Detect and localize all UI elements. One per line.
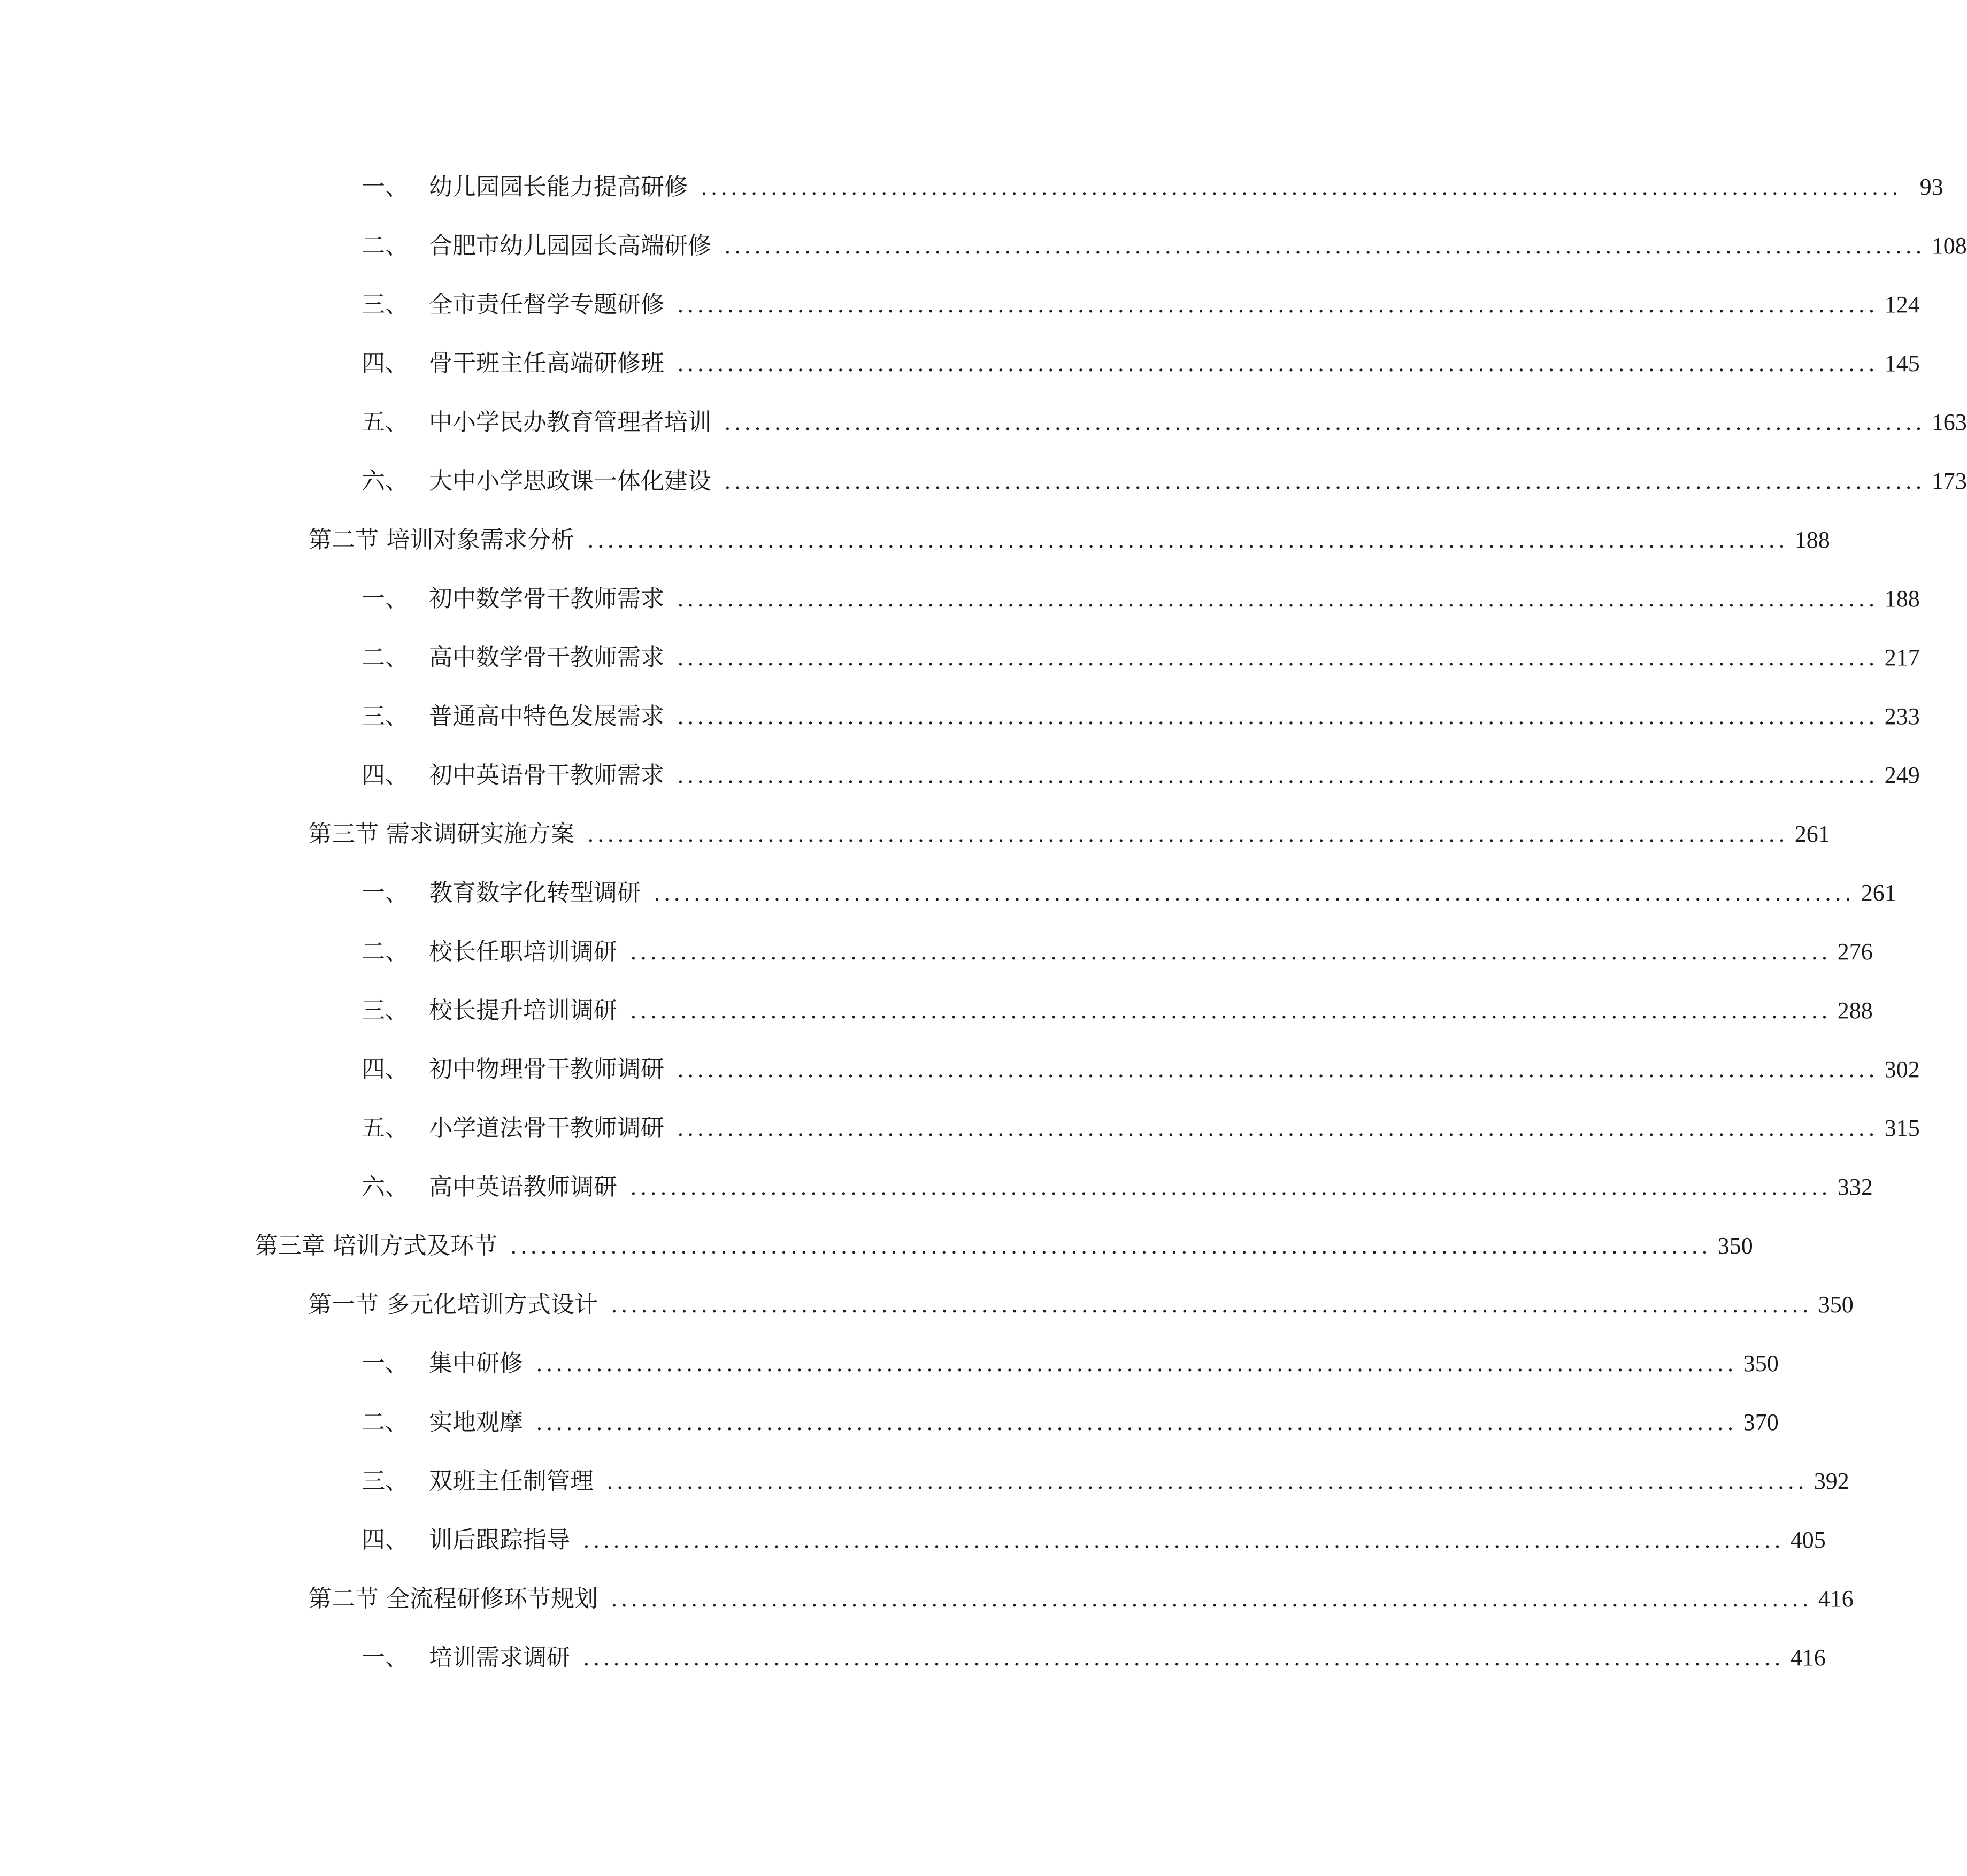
toc-entry-page: 332 <box>1837 1174 1873 1200</box>
dot-leader: ........................................................................................................................ <box>677 352 1878 376</box>
toc-entry-title: 高中数学骨干教师需求 <box>429 644 664 671</box>
toc-entry-number: 五、 <box>362 409 409 436</box>
toc-entry-title: 小学道法骨干教师调研 <box>429 1114 664 1142</box>
toc-entry[interactable] <box>362 166 1943 209</box>
toc-entry-title: 全市责任督学专题研修 <box>429 291 664 318</box>
dot-leader: ........................................................................................................................ <box>724 234 1925 259</box>
toc-entry-number: 三、 <box>362 1467 409 1495</box>
dot-leader: ........................................................................................................................ <box>701 175 1902 200</box>
toc-entry[interactable] <box>362 1342 1779 1385</box>
toc-entry[interactable] <box>362 401 1967 444</box>
toc-entry[interactable] <box>362 1166 1873 1209</box>
toc-entry[interactable] <box>362 754 1920 797</box>
toc-entry-title: 第一节 多元化培训方式设计 <box>308 1291 598 1318</box>
dot-leader: ........................................................................................................................ <box>630 999 1831 1024</box>
toc-entry-page: 370 <box>1743 1409 1779 1435</box>
toc-entry-page: 350 <box>1818 1291 1854 1318</box>
toc-entry-page: 261 <box>1861 880 1896 906</box>
toc-entry-number: 一、 <box>362 1350 409 1377</box>
toc-entry[interactable] <box>362 460 1967 503</box>
toc-entry[interactable] <box>362 1636 1826 1679</box>
toc-entry-page: 276 <box>1837 939 1873 965</box>
dot-leader: ........................................................................................................................ <box>677 1058 1878 1082</box>
toc-entry[interactable] <box>362 636 1920 679</box>
toc-entry-number: 六、 <box>362 1173 409 1201</box>
dot-leader: ........................................................................................................................ <box>583 1528 1784 1553</box>
dot-leader: ........................................................................................................................ <box>724 470 1925 494</box>
toc-entry[interactable] <box>362 342 1920 385</box>
toc-entry[interactable] <box>362 283 1920 326</box>
toc-entry-number: 四、 <box>362 1056 409 1083</box>
toc-entry-number: 三、 <box>362 703 409 730</box>
toc-entry-page: 217 <box>1884 644 1920 671</box>
toc-entry-page: 350 <box>1717 1233 1753 1259</box>
dot-leader: ........................................................................................................................ <box>677 587 1878 612</box>
dot-leader: ........................................................................................................................ <box>611 1587 1812 1612</box>
toc-entry-number: 二、 <box>362 938 409 965</box>
toc-section-entry[interactable] <box>308 1578 1854 1620</box>
toc-entry[interactable] <box>362 578 1920 620</box>
dot-leader: ........................................................................................................................ <box>587 528 1788 553</box>
toc-entry-title: 校长任职培训调研 <box>429 938 617 965</box>
dot-leader: ........................................................................................................................ <box>724 411 1925 435</box>
toc-entry-title: 骨干班主任高端研修班 <box>429 350 664 377</box>
toc-entry-number: 一、 <box>362 879 409 906</box>
toc-entry-page: 93 <box>1919 174 1943 200</box>
toc-entry-page: 405 <box>1790 1527 1826 1553</box>
toc-entry[interactable] <box>362 1107 1920 1150</box>
dot-leader: ........................................................................................................................ <box>611 1293 1812 1318</box>
dot-leader: ........................................................................................................................ <box>510 1234 1711 1259</box>
toc-entry-title: 培训需求调研 <box>429 1644 570 1671</box>
toc-entry-number: 二、 <box>362 1409 409 1436</box>
dot-leader: ........................................................................................................................ <box>677 764 1878 788</box>
dot-leader: ........................................................................................................................ <box>536 1411 1737 1435</box>
toc-entry-page: 392 <box>1814 1468 1849 1494</box>
toc-entry-title: 集中研修 <box>429 1350 523 1377</box>
toc-entry[interactable] <box>362 225 1967 267</box>
toc-entry-number: 四、 <box>362 350 409 377</box>
toc-entry-title: 高中英语教师调研 <box>429 1173 617 1201</box>
toc-entry-page: 249 <box>1884 762 1920 788</box>
toc-entry-page: 302 <box>1884 1056 1920 1082</box>
toc-entry-page: 350 <box>1743 1350 1779 1377</box>
toc-entry-page: 145 <box>1884 350 1920 376</box>
dot-leader: ........................................................................................................................ <box>677 705 1878 729</box>
dot-leader: ........................................................................................................................ <box>606 1470 1808 1494</box>
toc-entry-title: 第三章 培训方式及环节 <box>255 1232 497 1259</box>
toc-entry-page: 416 <box>1790 1644 1826 1671</box>
toc-entry-number: 六、 <box>362 467 409 495</box>
toc-entry[interactable] <box>362 931 1873 973</box>
dot-leader: ........................................................................................................................ <box>677 1117 1878 1141</box>
toc-entry-number: 三、 <box>362 291 409 318</box>
toc-entry-page: 261 <box>1794 821 1830 847</box>
toc-entry-title: 普通高中特色发展需求 <box>429 703 664 730</box>
toc-entry-number: 二、 <box>362 644 409 671</box>
dot-leader: ........................................................................................................................ <box>630 1175 1831 1200</box>
toc-entry[interactable] <box>362 1401 1779 1444</box>
toc-entry-page: 288 <box>1837 997 1873 1024</box>
toc-section-entry[interactable] <box>308 813 1830 856</box>
toc-entry-title: 第二节 全流程研修环节规划 <box>308 1585 598 1612</box>
toc-entry-page: 188 <box>1794 527 1830 553</box>
toc-entry-number: 一、 <box>362 1644 409 1671</box>
toc-entry-number: 二、 <box>362 232 409 259</box>
dot-leader: ........................................................................................................................ <box>583 1646 1784 1671</box>
toc-entry-title: 教育数字化转型调研 <box>429 879 641 906</box>
toc-entry-title: 双班主任制管理 <box>429 1467 594 1495</box>
toc-entry-number: 一、 <box>362 173 409 201</box>
toc-entry-page: 173 <box>1931 468 1967 494</box>
toc-entry-page: 233 <box>1884 703 1920 729</box>
toc-entry-title: 第二节 培训对象需求分析 <box>308 526 574 553</box>
toc-entry-page: 163 <box>1931 409 1967 435</box>
toc-entry-title: 第三节 需求调研实施方案 <box>308 820 574 848</box>
toc-entry-number: 四、 <box>362 1526 409 1554</box>
dot-leader: ........................................................................................................................ <box>587 822 1788 847</box>
toc-entry-page: 188 <box>1884 586 1920 612</box>
toc-section-entry[interactable] <box>308 1283 1854 1326</box>
toc-entry[interactable] <box>362 1460 1849 1503</box>
toc-entry[interactable] <box>362 695 1920 738</box>
toc-entry-title: 初中英语骨干教师需求 <box>429 762 664 789</box>
toc-entry-title: 大中小学思政课一体化建设 <box>429 467 711 495</box>
toc-entry-title: 幼儿园园长能力提高研修 <box>429 173 688 201</box>
toc-entry-number: 一、 <box>362 585 409 612</box>
toc-entry-page: 416 <box>1818 1586 1854 1612</box>
toc-entry-title: 实地观摩 <box>429 1409 523 1436</box>
toc-entry-page: 315 <box>1884 1115 1920 1141</box>
toc-entry-page: 124 <box>1884 291 1920 318</box>
toc-section-entry[interactable] <box>308 519 1830 562</box>
toc-entry-title: 初中数学骨干教师需求 <box>429 585 664 612</box>
dot-leader: ........................................................................................................................ <box>677 293 1878 318</box>
toc-entry-title: 合肥市幼儿园园长高端研修 <box>429 232 711 259</box>
toc-entry-title: 校长提升培训调研 <box>429 997 617 1024</box>
toc-entry-title: 中小学民办教育管理者培训 <box>429 409 711 436</box>
toc-entry-title: 训后跟踪指导 <box>429 1526 570 1554</box>
dot-leader: ........................................................................................................................ <box>536 1352 1737 1377</box>
toc-entry-title: 初中物理骨干教师调研 <box>429 1056 664 1083</box>
toc-entry[interactable] <box>362 1519 1826 1562</box>
dot-leader: ........................................................................................................................ <box>630 940 1831 965</box>
toc-entry[interactable] <box>362 989 1873 1032</box>
toc-entry-number: 五、 <box>362 1114 409 1142</box>
toc-entry[interactable] <box>362 1048 1920 1091</box>
toc-chapter-entry[interactable] <box>255 1225 1753 1267</box>
toc-entry[interactable] <box>362 872 1896 914</box>
toc-entry-number: 三、 <box>362 997 409 1024</box>
dot-leader: ........................................................................................................................ <box>677 646 1878 671</box>
toc-entry-page: 108 <box>1931 233 1967 259</box>
dot-leader: ........................................................................................................................ <box>654 881 1855 906</box>
toc-entry-number: 四、 <box>362 762 409 789</box>
